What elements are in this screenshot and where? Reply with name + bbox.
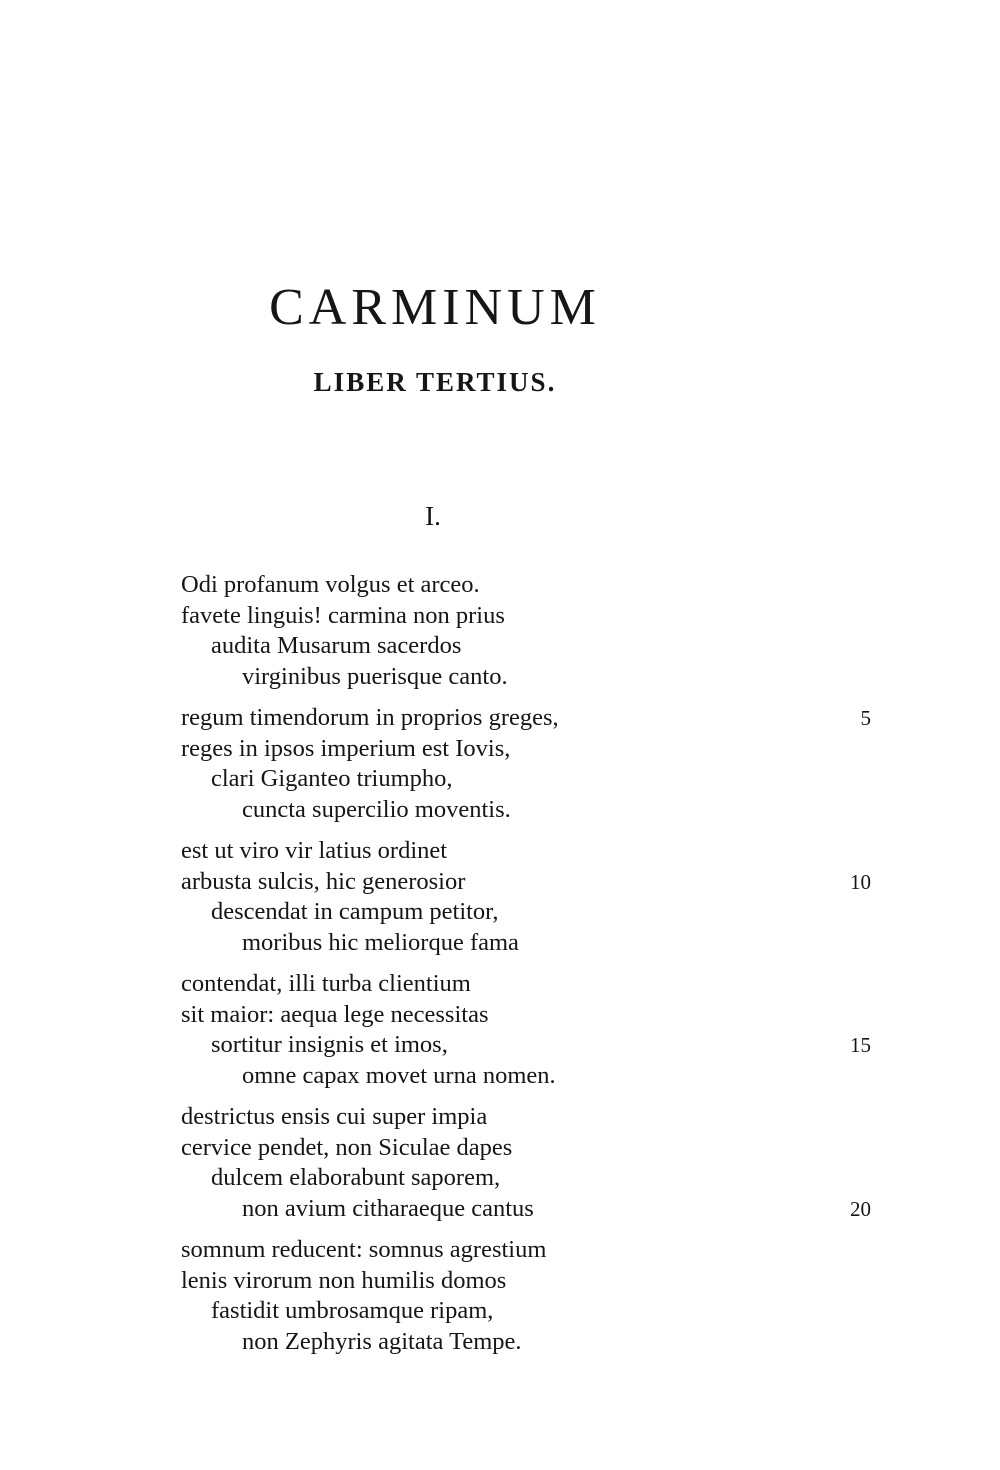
- verse-text: clari Giganteo triumpho,: [211, 765, 453, 792]
- verse-text: descendat in campum petitor,: [211, 898, 499, 925]
- verse-line: [181, 969, 871, 1000]
- verse-line: [181, 836, 871, 867]
- verse-line: [181, 764, 871, 795]
- line-number: 5: [860, 706, 871, 730]
- stanza: [181, 570, 871, 692]
- verse-text: lenis virorum non humilis domos: [181, 1266, 507, 1294]
- poem-body: [181, 570, 871, 1368]
- verse-line: [181, 734, 871, 765]
- verse-text: Odi profanum volgus et arceo.: [181, 571, 480, 598]
- stanza: [181, 1102, 871, 1224]
- verse-line: [181, 662, 871, 693]
- verse-line: [181, 601, 871, 632]
- line-number: 15: [850, 1033, 871, 1057]
- stanza: [181, 1235, 871, 1357]
- verse-text: cervice pendet, non Siculae dapes: [181, 1133, 513, 1161]
- verse-line: [181, 1000, 871, 1031]
- verse-line: [181, 897, 871, 928]
- verse-text: non Zephyris agitata Tempe.: [242, 1327, 522, 1355]
- verse-text: est ut viro vir latius ordinet: [181, 837, 448, 864]
- page-title: CARMINUM: [269, 279, 601, 336]
- verse-text: reges in ipsos imperium est Iovis,: [181, 734, 511, 762]
- verse-text: fastidit umbrosamque ripam,: [211, 1297, 494, 1324]
- verse-text: omne capax movet urna nomen.: [242, 1061, 556, 1089]
- verse-line: [181, 1061, 871, 1092]
- verse-text: moribus hic meliorque fama: [242, 928, 519, 956]
- verse-text: favete linguis! carmina non prius: [181, 601, 505, 629]
- verse-line: [181, 1235, 871, 1266]
- verse-line: [181, 703, 871, 734]
- stanza: [181, 703, 871, 825]
- stanza: [181, 969, 871, 1091]
- verse-text: audita Musarum sacerdos: [211, 632, 462, 659]
- verse-line: [181, 1327, 871, 1358]
- book-subtitle: LIBER TERTIUS.: [313, 367, 557, 397]
- ode-number: I.: [425, 501, 441, 531]
- stanza: [181, 836, 871, 958]
- verse-line: [181, 570, 871, 601]
- verse-text: arbusta sulcis, hic generosior: [181, 867, 466, 895]
- verse-text: regum timendorum in proprios greges,: [181, 704, 559, 731]
- line-number: 20: [850, 1196, 871, 1221]
- verse-text: sit maior: aequa lege necessitas: [181, 1000, 489, 1028]
- verse-text: virginibus puerisque canto.: [242, 662, 508, 690]
- verse-line: [181, 1030, 871, 1061]
- verse-line: [181, 1296, 871, 1327]
- verse-line: [181, 928, 871, 959]
- verse-line: [181, 1163, 871, 1194]
- verse-text: cuncta supercilio moventis.: [242, 795, 511, 823]
- verse-text: sortitur insignis et imos,: [211, 1031, 448, 1058]
- verse-text: destrictus ensis cui super impia: [181, 1103, 488, 1130]
- verse-line: [181, 631, 871, 662]
- verse-text: non avium citharaeque cantus: [242, 1194, 534, 1222]
- line-number: 10: [850, 869, 871, 894]
- verse-line: [181, 1194, 871, 1225]
- verse-line: [181, 867, 871, 898]
- verse-text: somnum reducent: somnus agrestium: [181, 1236, 547, 1263]
- verse-text: dulcem elaborabunt saporem,: [211, 1164, 501, 1191]
- verse-line: [181, 1266, 871, 1297]
- verse-line: [181, 795, 871, 826]
- verse-line: [181, 1102, 871, 1133]
- verse-line: [181, 1133, 871, 1164]
- verse-text: contendat, illi turba clientium: [181, 970, 471, 997]
